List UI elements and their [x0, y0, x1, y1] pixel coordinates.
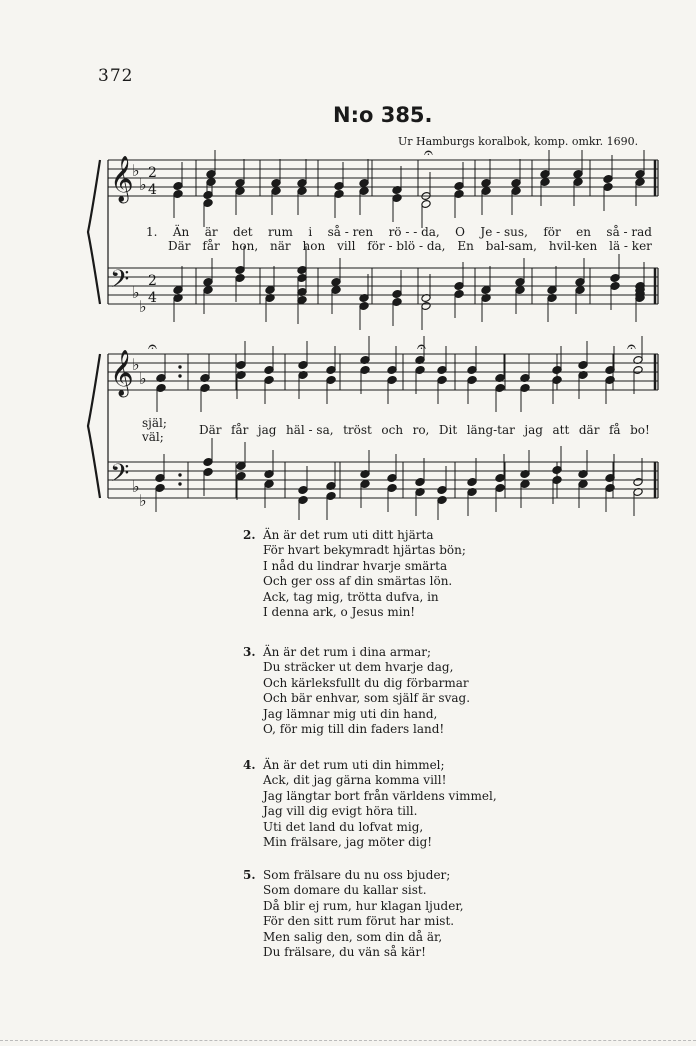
flat-sign: ♭: [132, 477, 140, 496]
lyric-syllable: hvil-ken: [548, 239, 598, 253]
fermata: 𝄐: [417, 337, 426, 356]
lyric-syllable: lä - ker: [609, 239, 652, 253]
verse-line: Min frälsare, jag möter dig!: [263, 835, 433, 850]
fermata: 𝄐: [627, 337, 636, 356]
brace: [88, 160, 100, 304]
lyric-syllable: häl - sa,: [286, 423, 334, 437]
brace: [88, 354, 100, 498]
verse-number: 2.: [243, 528, 256, 542]
lyric-syllable: vill: [337, 239, 356, 253]
lyric-syllable: tröst: [343, 423, 372, 437]
verse-number: 4.: [243, 758, 256, 772]
verse-line: Då blir ej rum, hur klagan ljuder,: [263, 898, 464, 913]
lyric-syllable: får: [231, 423, 249, 437]
lyric-syllable: Där: [168, 239, 191, 253]
verse-line: Och ger oss af din smärtas lön.: [263, 574, 453, 589]
verse-line: Jag vill dig evigt höra till.: [263, 804, 418, 819]
lyric-syllable: hon: [302, 239, 326, 253]
verse-line: Än är det rum uti din himmel;: [263, 758, 445, 772]
lyrics-system2-line: [199, 423, 659, 437]
verse-line: Och kärleksfullt du dig förbarmar: [263, 675, 469, 690]
time-signature: 4: [148, 290, 157, 306]
verse-line: Ack, tag mig, trötta dufva, in: [263, 589, 439, 604]
lyric-syllable: Än: [172, 225, 190, 239]
time-signature: 2: [148, 273, 157, 289]
flat-sign: ♭: [139, 491, 147, 510]
lyric-syllable: En: [457, 239, 474, 253]
lyric-syllable: rum: [268, 225, 293, 239]
time-signature: 2: [148, 165, 157, 181]
lyric-syllable: och: [381, 423, 404, 437]
flat-sign: ♭: [139, 175, 147, 194]
hymn-number: N:o 385.: [333, 103, 433, 127]
lyric-syllable: O: [455, 225, 465, 239]
lyric-syllable: jag: [257, 423, 277, 437]
lyric-syllable: läng-tar: [466, 423, 515, 437]
repeat-dot: [178, 365, 181, 368]
flat-sign: ♭: [132, 355, 140, 374]
verse-line: Du sträcker ut dem hvarje dag,: [263, 660, 454, 675]
verse-line: Än är det rum uti ditt hjärta: [263, 528, 434, 542]
lyric-syllable: i: [308, 225, 313, 239]
treble-clef: 𝄞: [110, 350, 134, 396]
repeat-dot: [178, 482, 181, 485]
flat-sign: ♭: [139, 369, 147, 388]
lyric-syllable: Je - sus,: [480, 225, 528, 239]
lyric-syllable: för - blö - da,: [367, 239, 446, 253]
verse-line: I denna ark, o Jesus min!: [263, 605, 416, 620]
flat-sign: ♭: [132, 161, 140, 180]
lyric-syllable: bo!: [630, 423, 650, 437]
lyrics-system1-line2: [168, 239, 658, 253]
fermata: 𝄐: [424, 143, 433, 162]
lyric-syllable: få: [608, 423, 621, 437]
verse-2: [243, 528, 466, 620]
lyric-syllable: rö - - da,: [388, 225, 440, 239]
lyrics-system2-pickup2: väl;: [142, 430, 164, 444]
verse-line: För den sitt rum förut har mist.: [263, 914, 455, 929]
verse-line: Jag längtar bort från världens vimmel,: [263, 788, 497, 803]
time-signature: 4: [148, 182, 157, 198]
treble-clef: 𝄞: [110, 156, 134, 202]
verse-line: Som frälsare du nu oss bjuder;: [263, 868, 451, 882]
lyric-text: [199, 423, 650, 437]
verse-line: Uti det land du lofvat mig,: [263, 819, 424, 834]
lyrics-system1-line1: [146, 225, 656, 239]
verse-line: För hvart bekymradt hjärtas bön;: [263, 543, 466, 558]
verse-3: [243, 645, 470, 737]
repeat-dot: [178, 374, 181, 377]
lyric-syllable: en: [576, 225, 591, 239]
verse-line: Men salig den, som din då är,: [263, 929, 443, 944]
verse-line: O, för mig till din faders land!: [263, 722, 445, 737]
lyric-syllable: ro,: [412, 423, 430, 437]
verse-line: Än är det rum i dina armar;: [263, 645, 432, 659]
verse-line: Ack, dit jag gärna komma vill!: [263, 773, 447, 788]
fermata: 𝄐: [148, 337, 157, 356]
lyric-syllable: för: [543, 225, 561, 239]
lyric-syllable: 1.: [146, 225, 158, 239]
lyric-syllable: det: [233, 225, 253, 239]
verse-line: Du frälsare, du vän så kär!: [263, 945, 426, 960]
verse-4: [243, 758, 497, 850]
verse-line: I nåd du lindrar hvarje smärta: [263, 558, 448, 573]
lyric-syllable: Där: [199, 423, 222, 437]
page-edge: [0, 1040, 696, 1042]
lyric-syllable: jag: [524, 423, 543, 437]
bass-clef: 𝄢: [110, 265, 130, 300]
verse-line: Som domare du kallar sist.: [263, 883, 427, 898]
lyric-text: [146, 225, 652, 239]
lyric-text: [168, 239, 652, 253]
lyric-syllable: när: [270, 239, 291, 253]
verse-line: Och bär enhvar, som själf är svag.: [263, 691, 471, 706]
lyric-syllable: så - ren: [327, 225, 374, 239]
music-score: [0, 0, 696, 520]
lyric-syllable: bal-sam,: [485, 239, 537, 253]
flat-sign: ♭: [132, 283, 140, 302]
lyric-syllable: så - rad: [606, 225, 652, 239]
flat-sign: ♭: [139, 297, 147, 316]
repeat-dot: [178, 473, 181, 476]
lyric-syllable: hon,: [231, 239, 259, 253]
lyric-syllable: där: [578, 423, 600, 437]
page-number: 372: [98, 66, 134, 86]
lyrics-system2-pickup1: själ;: [142, 416, 167, 430]
verse-number: 5.: [243, 868, 256, 882]
verse-line: Jag lämnar mig uti din hand,: [263, 706, 438, 721]
lyric-syllable: får: [202, 239, 220, 253]
lyric-syllable: är: [204, 225, 218, 239]
bass-clef: 𝄢: [110, 459, 130, 494]
lyric-syllable: att: [552, 423, 570, 437]
score-notes: [110, 143, 645, 520]
verse-number: 3.: [243, 645, 256, 659]
lyric-syllable: Dit: [438, 423, 458, 437]
hymn-attribution: Ur Hamburgs koralbok, komp. omkr. 1690.: [398, 135, 639, 148]
verse-5: [243, 868, 464, 960]
